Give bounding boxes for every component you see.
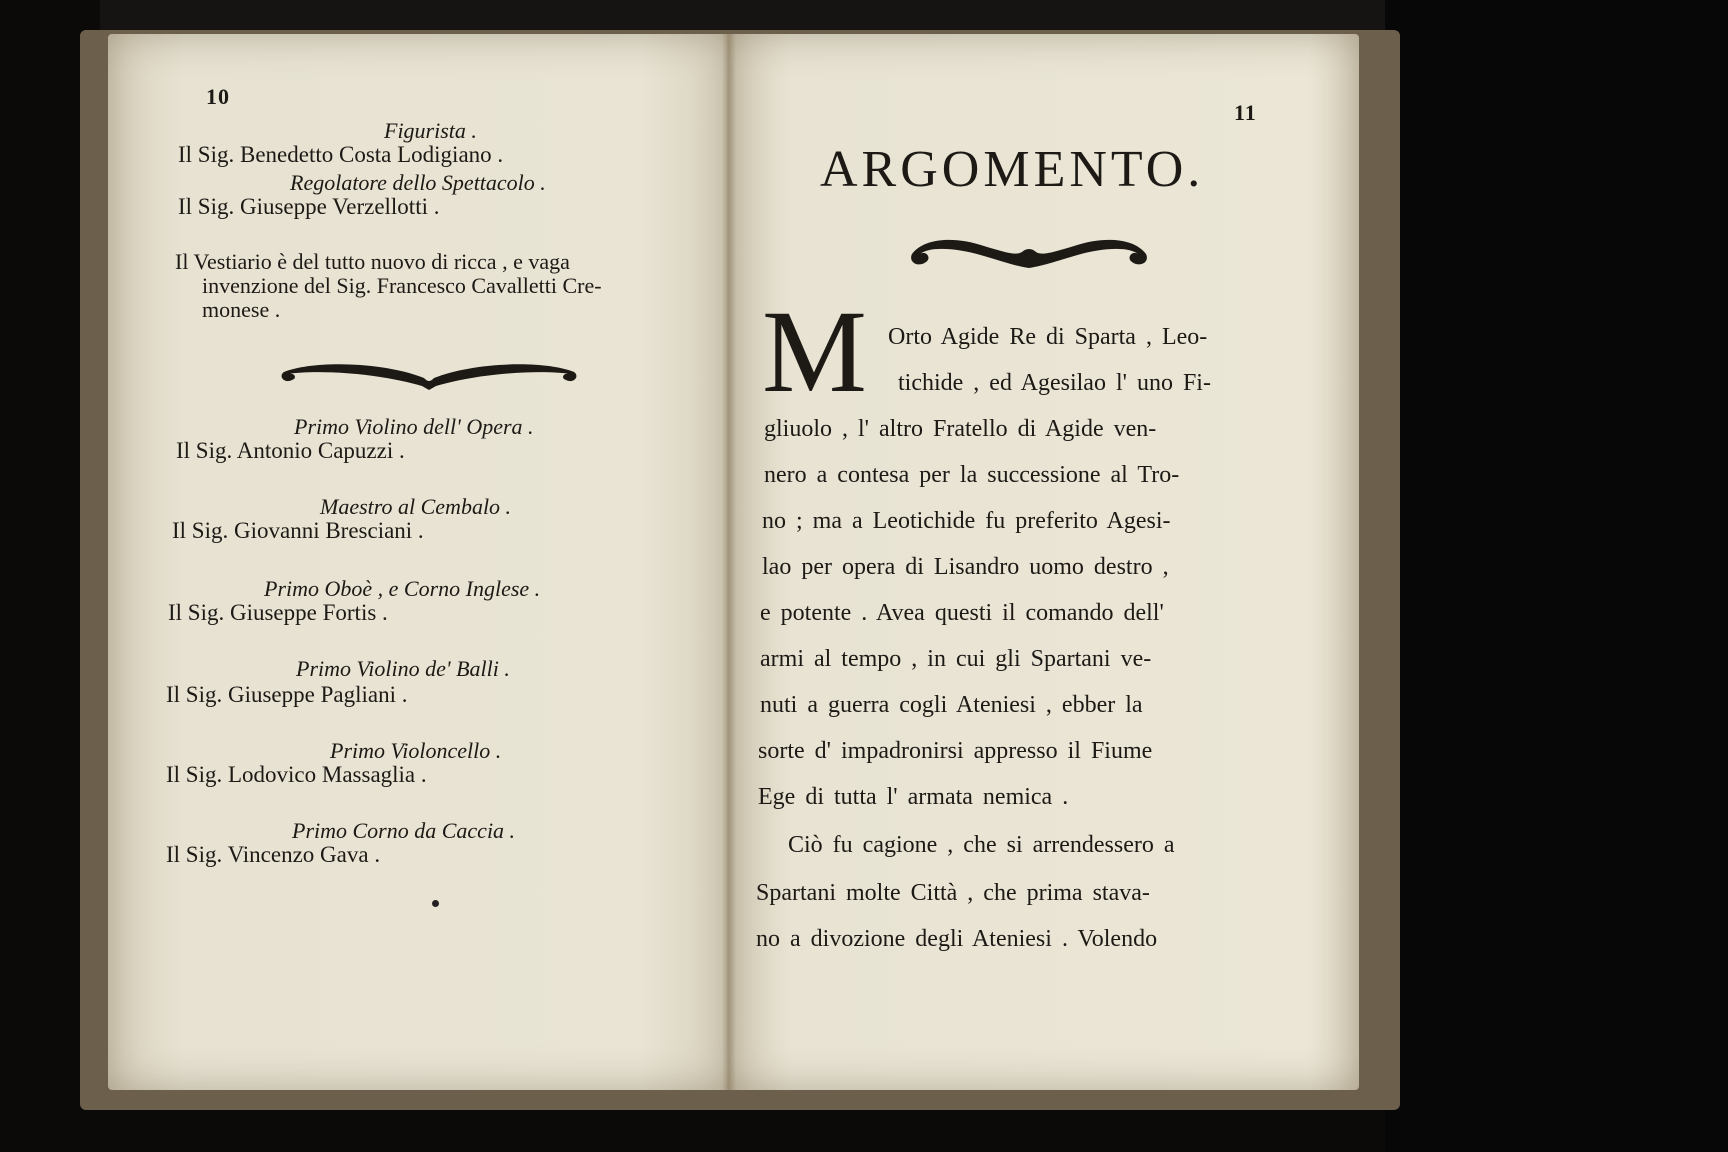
body-line: gliuolo , l' altro Fratello di Agide ven-	[764, 416, 1157, 442]
book-gutter	[722, 34, 736, 1090]
body-line: armi al tempo , in cui gli Spartani ve-	[760, 646, 1152, 672]
page-number-right: 11	[1234, 100, 1257, 125]
body-line: no a divozione degli Ateniesi . Volendo	[756, 926, 1158, 952]
ink-dot	[432, 900, 439, 907]
musician-name: Il Sig. Antonio Capuzzi .	[176, 438, 405, 463]
vestiario-note	[175, 250, 695, 322]
musician-name: Il Sig. Giovanni Bresciani .	[172, 518, 424, 543]
body-line: tichide , ed Agesilao l' uno Fi-	[898, 370, 1211, 396]
page-number-left: 10	[206, 84, 230, 109]
credit-name: Il Sig. Giuseppe Verzellotti .	[178, 194, 440, 219]
musician-role: Primo Violino dell' Opera .	[294, 414, 534, 439]
musician-name: Il Sig. Giuseppe Pagliani .	[166, 682, 408, 707]
body-line: no ; ma a Leotichide fu preferito Agesi-	[762, 508, 1171, 534]
musician-role: Primo Corno da Caccia .	[292, 818, 516, 843]
musician-role: Primo Oboè , e Corno Inglese .	[264, 576, 541, 601]
body-line: sorte d' impadronirsi appresso il Fiume	[758, 738, 1153, 764]
musician-name: Il Sig. Giuseppe Fortis .	[168, 600, 388, 625]
ornament-divider-right	[904, 232, 1154, 272]
body-line: nuti a guerra cogli Ateniesi , ebber la	[760, 692, 1143, 718]
credit-role: Figurista .	[384, 118, 477, 143]
vestiario-line: monese .	[202, 297, 281, 322]
musician-name: Il Sig. Vincenzo Gava .	[166, 842, 381, 867]
vestiario-line: Il Vestiario è del tutto nuovo di ricca , e vaga	[175, 249, 570, 274]
scanner-backdrop	[1385, 0, 1728, 1152]
body-line: lao per opera di Lisandro uomo destro ,	[762, 554, 1169, 580]
ornament-divider-left	[274, 356, 584, 392]
body-line: e potente . Avea questi il comando dell'	[760, 600, 1164, 626]
credit-role: Regolatore dello Spettacolo .	[290, 170, 546, 195]
body-line: Ege di tutta l' armata nemica .	[758, 784, 1069, 810]
body-line: Spartani molte Città , che prima stava-	[756, 880, 1150, 906]
musician-role: Primo Violoncello .	[330, 738, 502, 763]
page-title: ARGOMENTO.	[820, 141, 1205, 198]
body-line: nero a contesa per la successione al Tro-	[764, 462, 1180, 488]
credit-name: Il Sig. Benedetto Costa Lodigiano .	[178, 142, 504, 167]
vestiario-line: invenzione del Sig. Francesco Cavalletti Cre-	[202, 273, 602, 298]
body-line: Ciò fu cagione , che si arrendessero a	[788, 832, 1175, 858]
drop-cap: M	[762, 286, 867, 417]
musician-role: Primo Violino de' Balli .	[296, 656, 510, 681]
musician-role: Maestro al Cembalo .	[320, 494, 512, 519]
musician-name: Il Sig. Lodovico Massaglia .	[166, 762, 427, 787]
body-line: Orto Agide Re di Sparta , Leo-	[888, 324, 1208, 350]
